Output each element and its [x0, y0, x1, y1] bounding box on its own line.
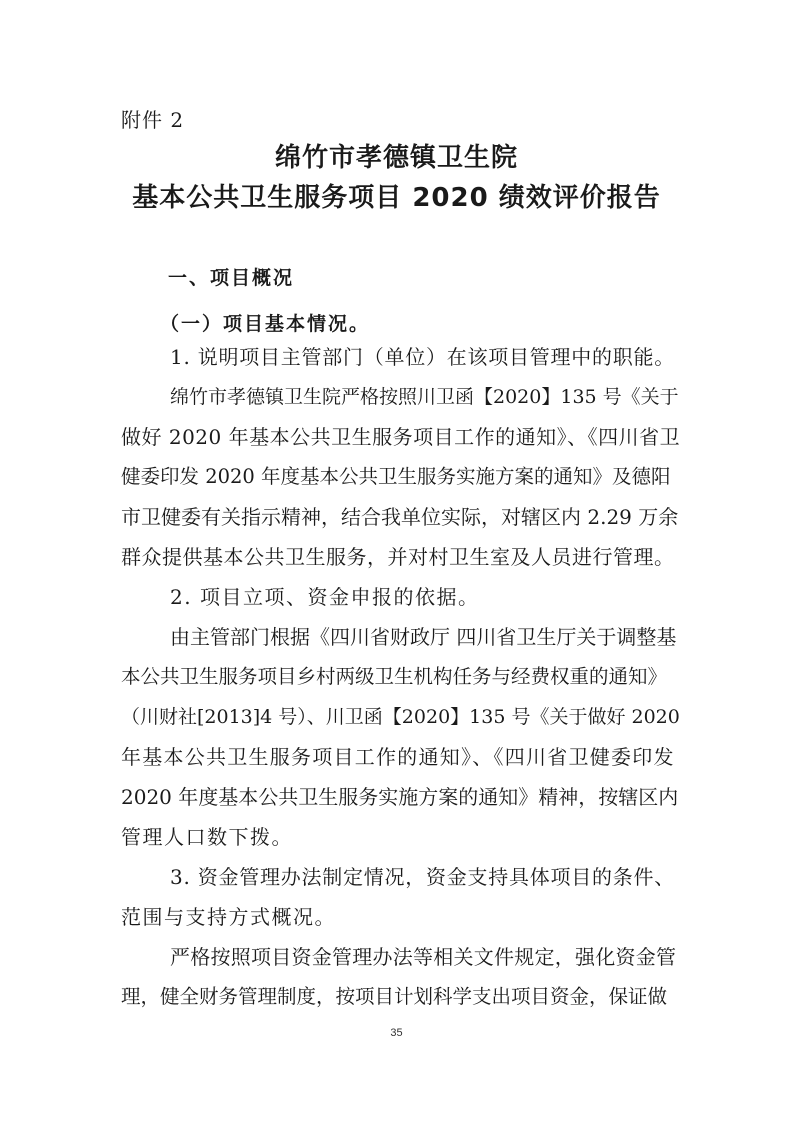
body-line: 群众提供基本公共卫生服务，并对村卫生室及人员进行管理。 [121, 545, 675, 569]
body-line: 范围与支持方式概况。 [121, 905, 336, 929]
body-line: 健委印发 2020 年度基本公共卫生服务实施方案的通知》及德阳 [121, 465, 671, 488]
body-line: 2. 项目立项、资金申报的依据。 [170, 585, 480, 609]
section-heading: 一、项目概况 [168, 267, 295, 289]
body-line: 绵竹市孝德镇卫生院严格按照川卫函【2020】135 号《关于 [170, 386, 679, 408]
subsection-heading: （一）项目基本情况。 [160, 313, 371, 335]
report-title-line-2: 基本公共卫生服务项目 2020 绩效评价报告 [132, 183, 661, 213]
page-number: 35 [390, 1027, 403, 1039]
body-line: 1. 说明项目主管部门（单位）在该项目管理中的职能。 [170, 345, 675, 369]
body-line: 年基本公共卫生服务项目工作的通知》、《四川省卫健委印发 [121, 745, 675, 769]
body-line: 市卫健委有关指示精神，结合我单位实际，对辖区内 2.29 万余 [121, 505, 679, 529]
body-line: 3. 资金管理办法制定情况，资金支持具体项目的条件、 [170, 865, 675, 889]
body-line: 做好 2020 年基本公共卫生服务项目工作的通知》、《四川省卫 [121, 425, 681, 449]
report-title-line-1: 绵竹市孝德镇卫生院 [274, 143, 518, 173]
body-line: 理，健全财务管理制度，按项目计划科学支出项目资金，保证做 [121, 985, 668, 1008]
body-line: 本公共卫生服务项目乡村两级卫生机构任务与经费权重的通知》 [121, 665, 668, 688]
body-line: 由主管部门根据《四川省财政厅 四川省卫生厅关于调整基 [170, 625, 677, 649]
body-line: （川财社[2013]4 号）、川卫函【2020】135 号《关于做好 2020 [121, 706, 680, 728]
body-line: 严格按照项目资金管理办法等相关文件规定，强化资金管 [170, 945, 677, 969]
attachment-label: 附件 2 [121, 108, 185, 132]
body-line: 管理人口数下拨。 [121, 825, 293, 849]
body-line: 2020 年度基本公共卫生服务实施方案的通知》精神，按辖区内 [121, 785, 679, 809]
